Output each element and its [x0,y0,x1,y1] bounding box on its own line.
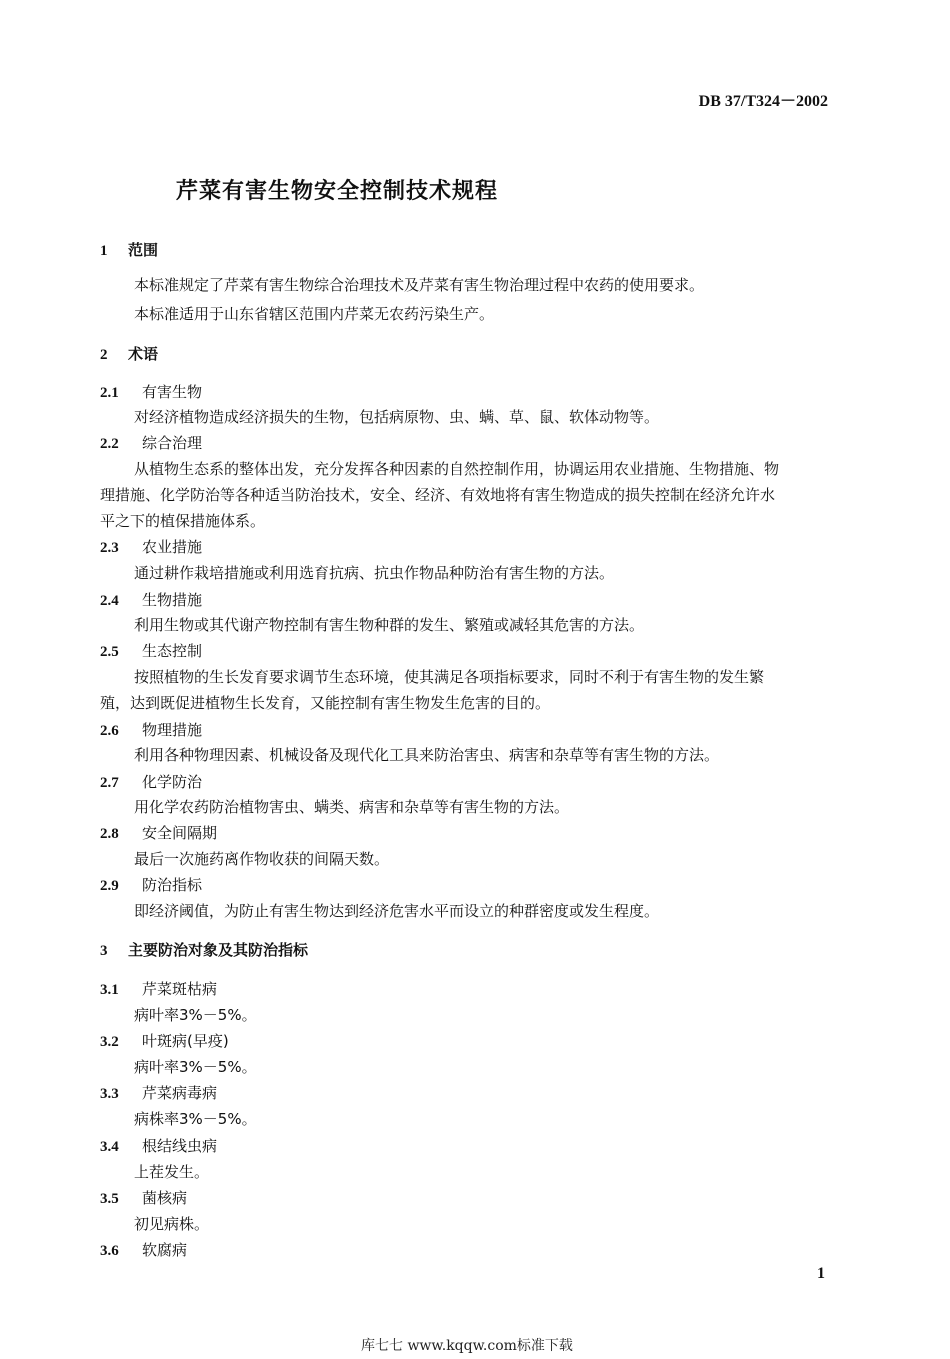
subsection-heading [100,1031,229,1052]
subsection-number: 2.3 [100,540,119,556]
subsection-number: 3.1 [100,982,119,998]
section-title: 主要防治对象及其防治指标 [128,941,309,959]
paragraph: 利用各种物理因素、机械设备及现代化工具来防治害虫、病害和杂草等有害生物的方法。 [134,746,720,764]
paragraph: 平之下的植保措施体系。 [100,512,266,530]
paragraph: 本标准规定了芹菜有害生物综合治理技术及芹菜有害生物治理过程中农药的使用要求。 [134,276,705,294]
subsection-title: 软腐病 [142,1241,188,1259]
subsection-title: 芹菜斑枯病 [142,980,218,998]
section-number: 2 [100,347,108,363]
subsection-heading [100,537,202,558]
subsection-heading [100,720,202,741]
standard-number: DB 37/T324－2002 [698,93,828,110]
document-title: 芹菜有害生物安全控制技术规程 [176,179,499,204]
subsection-title: 菌核病 [142,1189,188,1207]
subsection-number: 2.9 [100,878,119,894]
subsection-heading [100,772,202,793]
subsection-title: 安全间隔期 [142,824,218,842]
subsection-number: 3.5 [100,1191,119,1207]
paragraph: 利用生物或其代谢产物控制有害生物种群的发生、繁殖或减轻其危害的方法。 [134,616,645,634]
subsection-title: 生态控制 [142,642,203,660]
subsection-title: 物理措施 [142,721,203,739]
subsection-number: 2.4 [100,593,119,609]
subsection-title: 生物措施 [142,591,203,609]
subsection-title: 叶斑病(早疫) [142,1032,229,1050]
subsection-heading [100,979,217,1000]
subsection-heading [100,823,217,844]
paragraph: 通过耕作栽培措施或利用选育抗病、抗虫作物品种防治有害生物的方法。 [134,564,615,582]
paragraph: 最后一次施药离作物收获的间隔天数。 [134,850,390,868]
subsection-title: 根结线虫病 [142,1137,218,1155]
subsection-number: 3.3 [100,1086,119,1102]
subsection-heading [100,1188,187,1209]
subsection-number: 2.6 [100,723,119,739]
section-2-heading [100,344,158,365]
footer-watermark: 库七七 www.kqqw.com标准下载 [361,1338,573,1354]
paragraph: 按照植物的生长发育要求调节生态环境，使其满足各项指标要求，同时不利于有害生物的发生繁 [134,668,765,686]
subsection-title: 芹菜病毒病 [142,1084,218,1102]
subsection-title: 综合治理 [142,434,203,452]
paragraph: 病叶率3%－5%。 [134,1058,257,1076]
paragraph: 上茬发生。 [134,1163,210,1181]
subsection-heading [100,1240,187,1261]
subsection-heading [100,590,202,611]
paragraph: 用化学农药防治植物害虫、螨类、病害和杂草等有害生物的方法。 [134,798,570,816]
subsection-title: 防治指标 [142,876,203,894]
subsection-number: 2.5 [100,644,119,660]
subsection-title: 有害生物 [142,383,203,401]
subsection-number: 2.2 [100,436,119,452]
paragraph: 病叶率3%－5%。 [134,1006,257,1024]
section-number: 1 [100,243,108,259]
subsection-heading [100,382,202,403]
subsection-title: 农业措施 [142,538,203,556]
section-title: 术语 [128,345,159,363]
section-title: 范围 [128,241,159,259]
section-3-heading [100,940,308,961]
paragraph: 病株率3%－5%。 [134,1110,257,1128]
subsection-heading [100,875,202,896]
section-number: 3 [100,943,108,959]
subsection-heading [100,1083,217,1104]
subsection-heading [100,1136,217,1157]
paragraph: 即经济阈值，为防止有害生物达到经济危害水平而设立的种群密度或发生程度。 [134,902,660,920]
subsection-number: 2.1 [100,385,119,401]
subsection-number: 3.6 [100,1243,119,1259]
paragraph: 本标准适用于山东省辖区范围内芹菜无农药污染生产。 [134,305,495,323]
paragraph: 殖，达到既促进植物生长发育，又能控制有害生物发生危害的目的。 [100,694,551,712]
subsection-heading [100,641,202,662]
page-number: 1 [817,1265,825,1282]
subsection-number: 2.7 [100,775,119,791]
subsection-number: 3.4 [100,1139,119,1155]
paragraph: 对经济植物造成经济损失的生物，包括病原物、虫、螨、草、鼠、软体动物等。 [134,408,660,426]
subsection-heading [100,433,202,454]
paragraph: 理措施、化学防治等各种适当防治技术，安全、经济、有效地将有害生物造成的损失控制在经济允许水 [100,486,776,504]
subsection-title: 化学防治 [142,773,203,791]
subsection-number: 2.8 [100,826,119,842]
paragraph: 从植物生态系的整体出发，充分发挥各种因素的自然控制作用，协调运用农业措施、生物措施、物 [134,460,780,478]
subsection-number: 3.2 [100,1034,119,1050]
section-1-heading [100,240,158,261]
paragraph: 初见病株。 [134,1215,210,1233]
